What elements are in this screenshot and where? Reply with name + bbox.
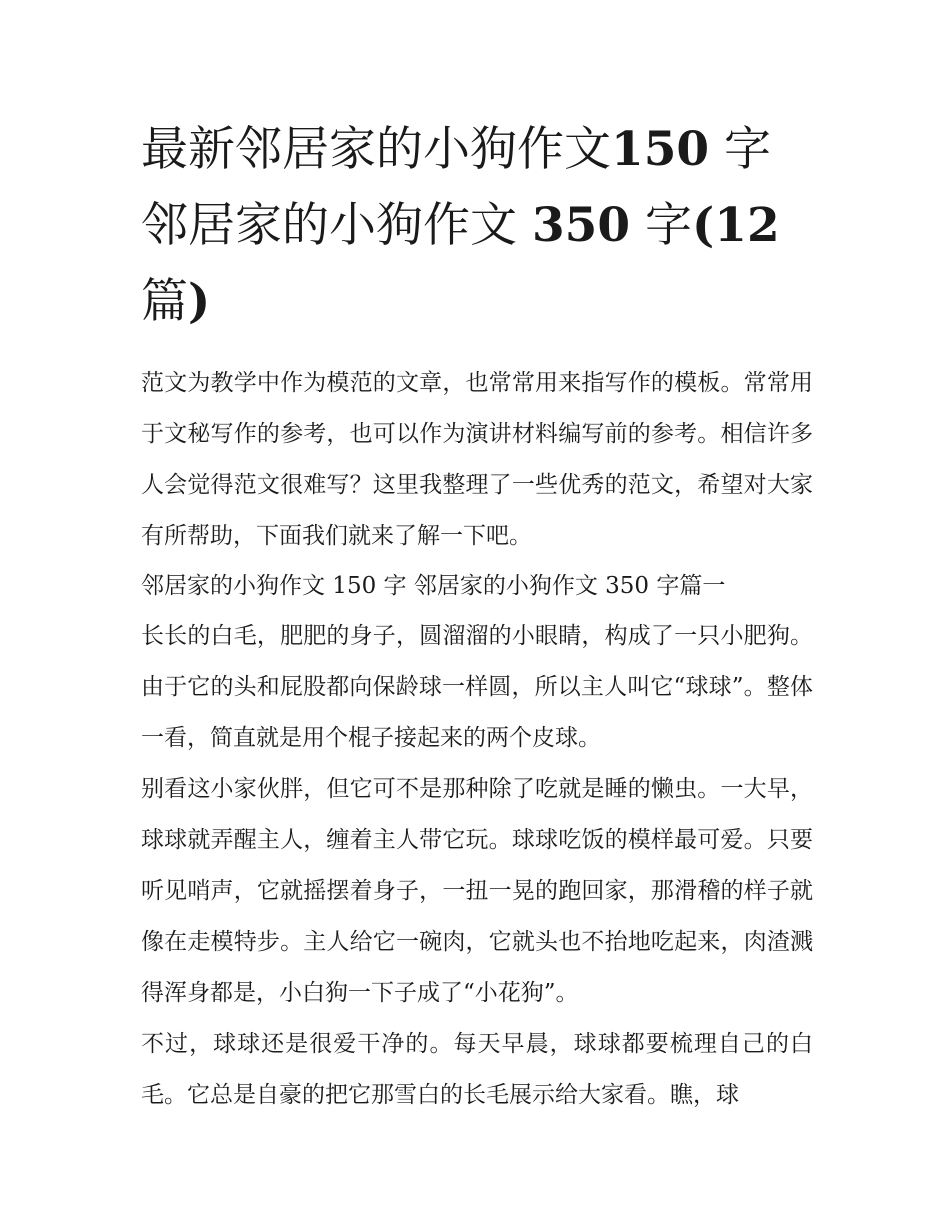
title-part: 篇: [141, 274, 188, 329]
body-paragraph: 别看这小家伙胖，但它可不是那种除了吃就是睡的懒虫。一大早，球球就弄醒主人，缠着主人带它玩。球球吃饭的模样最可爱。只要听见哨声，它就摇摆着身子，一扭一晃的跑回家，那滑稽的样子就像在走模特步。主人给它一碗肉，它就头也不抬地吃起来，肉渣溅得浑身都是，小白狗一下子成了“小花狗”。: [141, 776, 813, 1006]
section-heading: 邻居家的小狗作文 150 字 邻居家的小狗作文 350 字篇一: [141, 573, 726, 599]
title-part: (12: [692, 198, 780, 253]
title-part: 150: [611, 122, 710, 177]
document-page: [141, 112, 813, 1121]
title-part: 字 邻居家的小狗作文: [141, 122, 772, 253]
intro-paragraph: 范文为教学中作为模范的文章，也常常用来指写作的模板。常常用于文秘写作的参考，也可以作为演讲材料编写前的参考。相信许多人会觉得范文很难写？这里我整理了一些优秀的范文，希望对大家有所帮助，下面我们就来了解一下吧。: [141, 370, 813, 549]
title-part: 350: [531, 198, 631, 253]
title-part: 最新邻居家的小狗作文: [141, 122, 611, 177]
title-part: 字: [630, 198, 693, 253]
body-paragraph: 长长的白毛，肥肥的身子，圆溜溜的小眼睛，构成了一只小肥狗。由于它的头和屁股都向保龄球一样圆，所以主人叫它“球球”。整体一看，简直就是用个棍子接起来的两个皮球。: [141, 623, 813, 751]
body-paragraph: 不过，球球还是很爱干净的。每天早晨，球球都要梳理自己的白毛。它总是自豪的把它那雪白的长毛展示给大家看。瞧，球: [141, 1031, 813, 1108]
title-part: ): [188, 274, 211, 329]
document-title: [141, 112, 813, 340]
